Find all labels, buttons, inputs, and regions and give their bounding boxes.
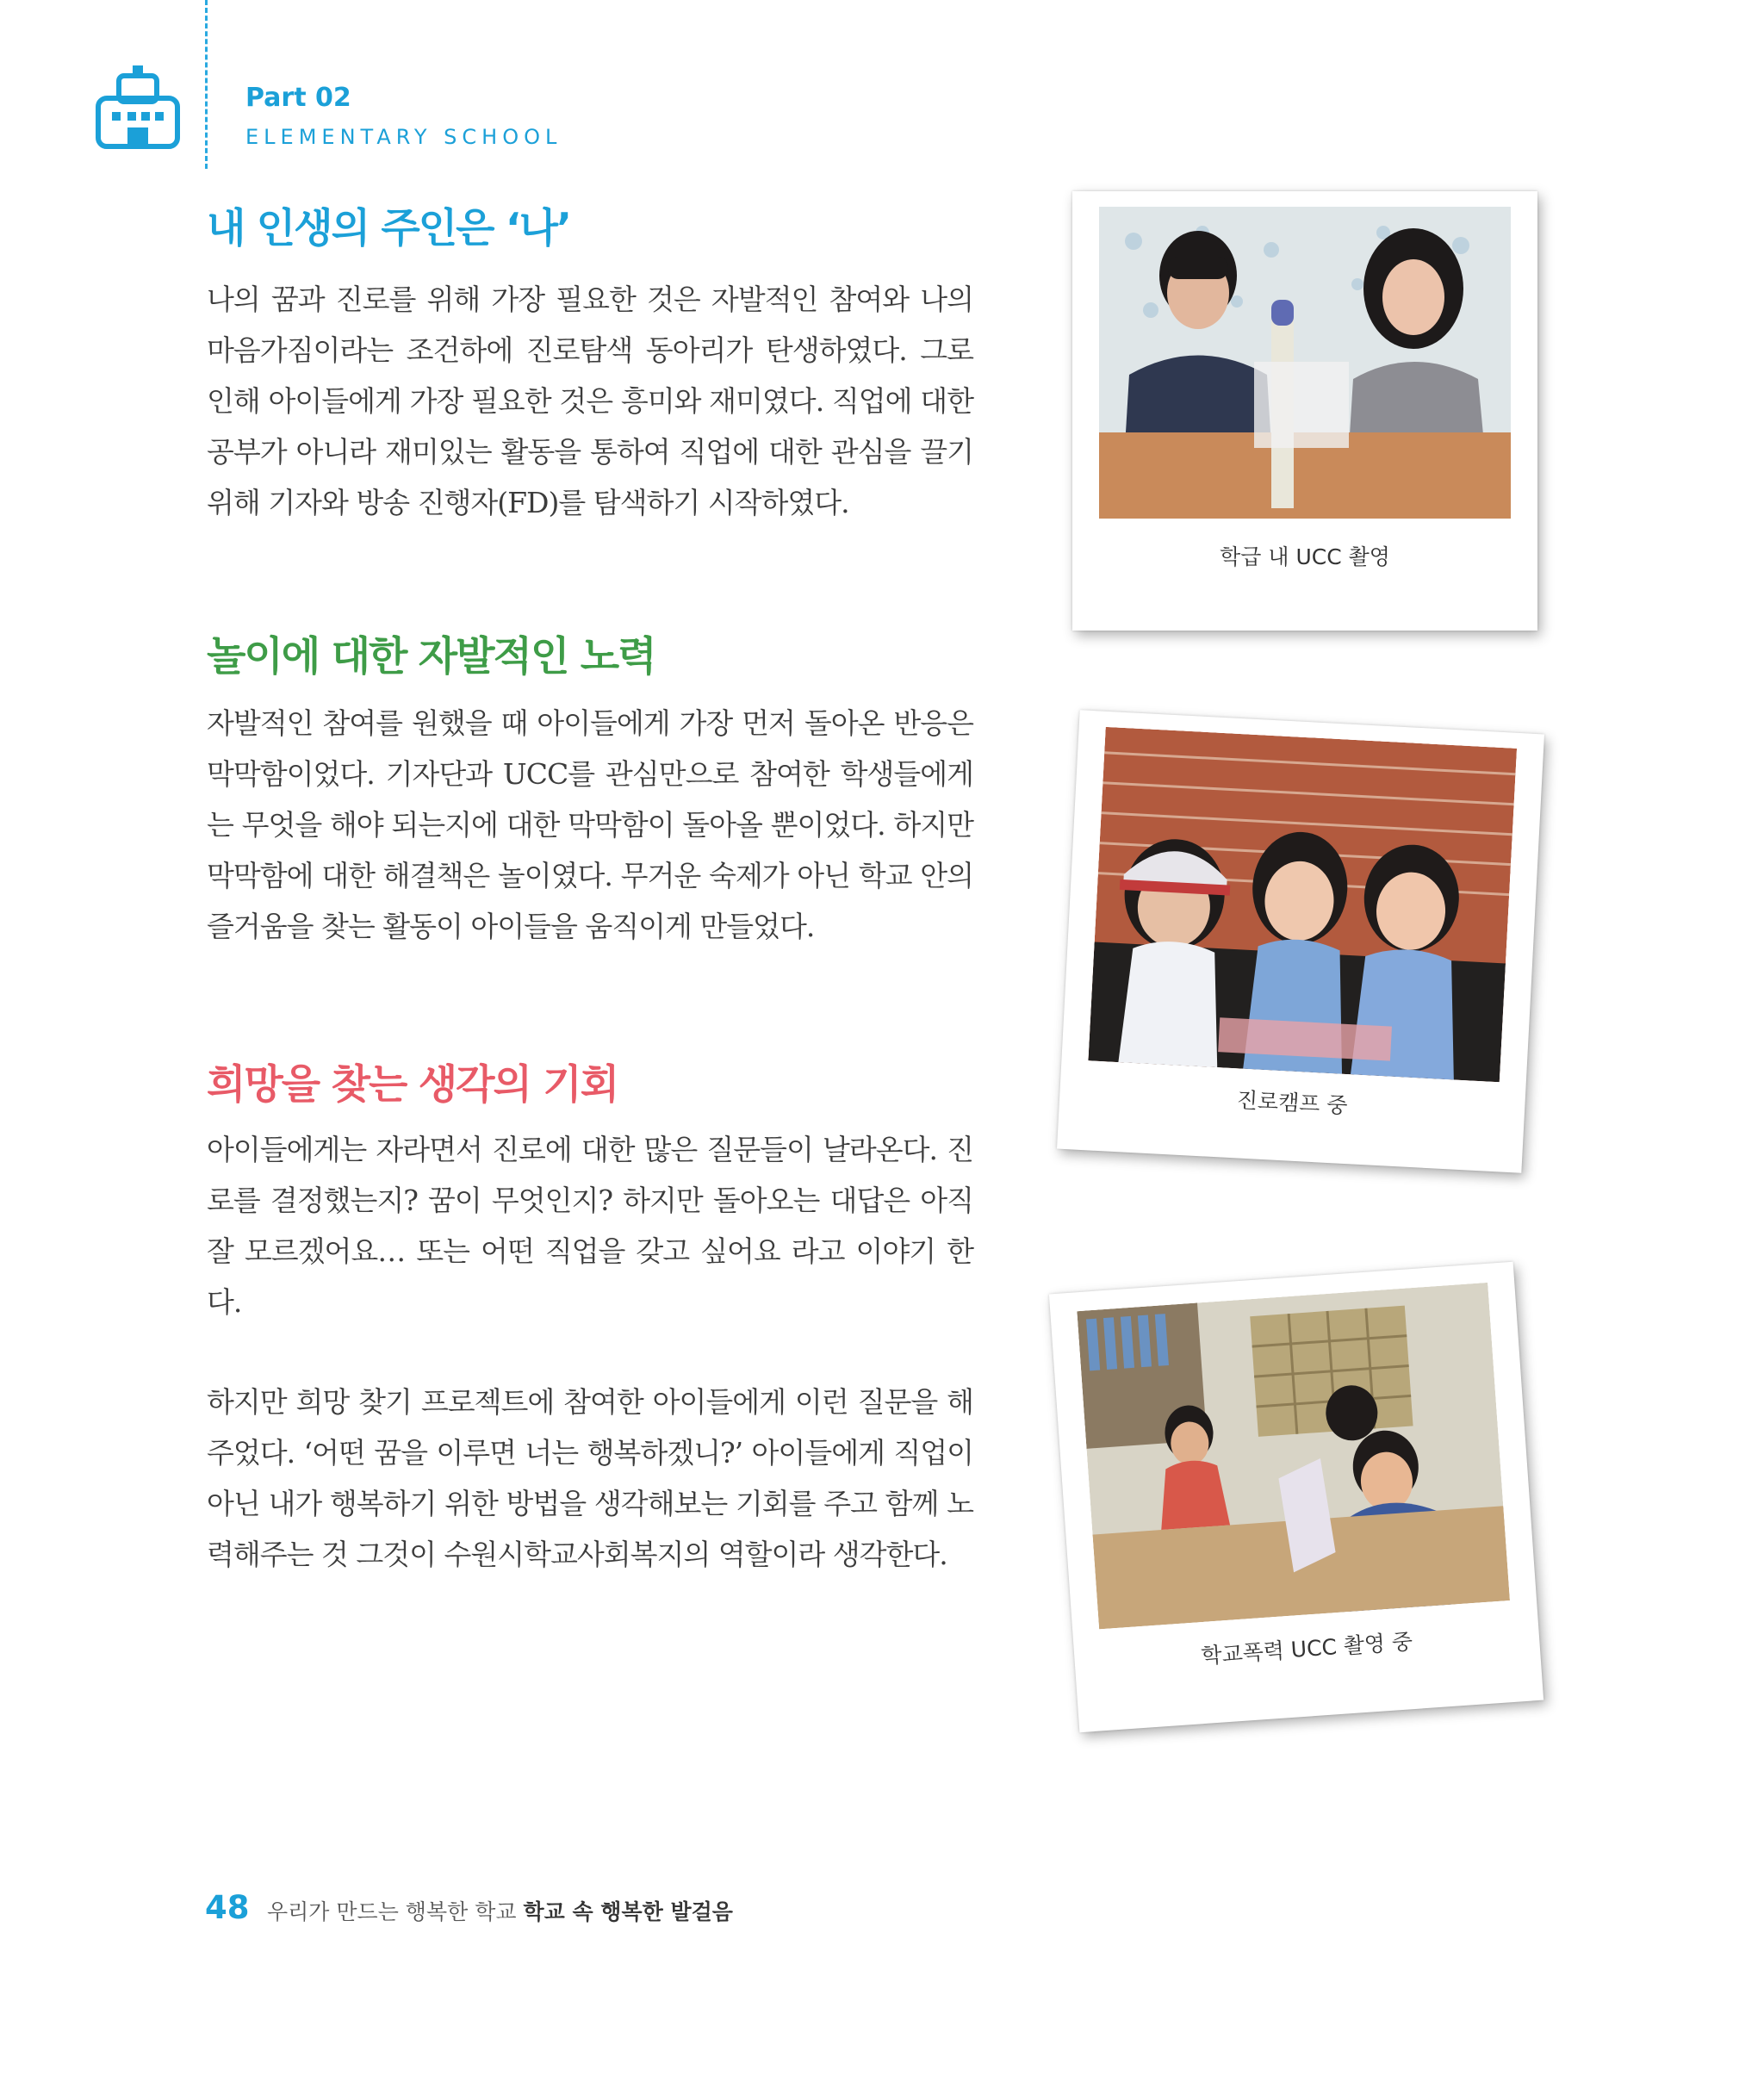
section-heading-3: 희망을 찾는 생각의 기회 [207, 1061, 618, 1109]
section-3-paragraph-2: 하지만 희망 찾기 프로젝트에 참여한 아이들에게 이런 질문을 해주었다. ‘어떤 꿈을 이루면 너는 행복하겠니?’ 아이들에게 직업이 아닌 내가 행복하기 위한 방법을 생각해보는 기회를 주고 함께 노력해주는 것 그것이 수원시학교사회복지의 역할이라 생각한다. [207, 1385, 973, 1571]
school-violence-ucc-photo [1077, 1283, 1510, 1629]
section-1-paragraph: 나의 꿈과 진로를 위해 가장 필요한 것은 자발적인 참여와 나의 마음가짐이라는 조건하에 진로탐색 동아리가 탄생하였다. 그로 인해 아이들에게 가장 필요한 것은 흥미와 재미였다. 직업에 대한 공부가 아니라 재미있는 활동을 통하여 직업에 대한 관심을 끌기 위해 기자와 방송 진행자(FD)를 탐색하기 시작하였다. [207, 283, 973, 519]
classroom-ucc-photo [1099, 207, 1511, 519]
header-divider [205, 0, 208, 169]
photo-caption-3: 학교폭력 UCC 촬영 중 [1200, 1629, 1414, 1669]
footer-title-regular: 우리가 만드는 행복한 학교 [267, 1899, 517, 1924]
section-heading-2: 놀이에 대한 자발적인 노력 [207, 633, 655, 681]
section-3-paragraph-1: 아이들에게는 자라면서 진로에 대한 많은 질문들이 날라온다. 진로를 결정했는지? 꿈이 무엇인지? 하지만 돌아오는 대답은 아직 잘 모르겠어요… 또는 어떤 직업을 갖고 싶어요 라고 이야기 한다. [207, 1133, 973, 1319]
school-building-icon [93, 64, 183, 153]
footer-title [267, 1895, 733, 1926]
part-label: Part 02 [245, 83, 351, 113]
part-subtitle: ELEMENTARY SCHOOL [245, 125, 562, 149]
photo-card-2 [1057, 710, 1544, 1173]
photo-card-3 [1049, 1262, 1544, 1732]
photo-card-1 [1072, 191, 1537, 631]
career-camp-photo [1088, 727, 1517, 1082]
section-heading-1: 내 인생의 주인은 ‘나’ [207, 205, 571, 252]
section-2-paragraph: 자발적인 참여를 원했을 때 아이들에게 가장 먼저 돌아온 반응은 막막함이었다. 기자단과 UCC를 관심만으로 참여한 학생들에게는 무엇을 해야 되는지에 대한 막막함이 돌아올 뿐이었다. 하지만 막막함에 대한 해결책은 놀이였다. 무거운 숙제가 아닌 학교 안의 즐거움을 찾는 활동이 아이들을 움직이게 만들었다. [207, 706, 973, 943]
page-number: 48 [205, 1889, 250, 1926]
photo-caption-1: 학급 내 UCC 촬영 [1220, 544, 1390, 569]
footer-title-bold: 학교 속 행복한 발걸음 [523, 1899, 733, 1924]
photo-caption-2: 진로캠프 중 [1236, 1087, 1349, 1119]
